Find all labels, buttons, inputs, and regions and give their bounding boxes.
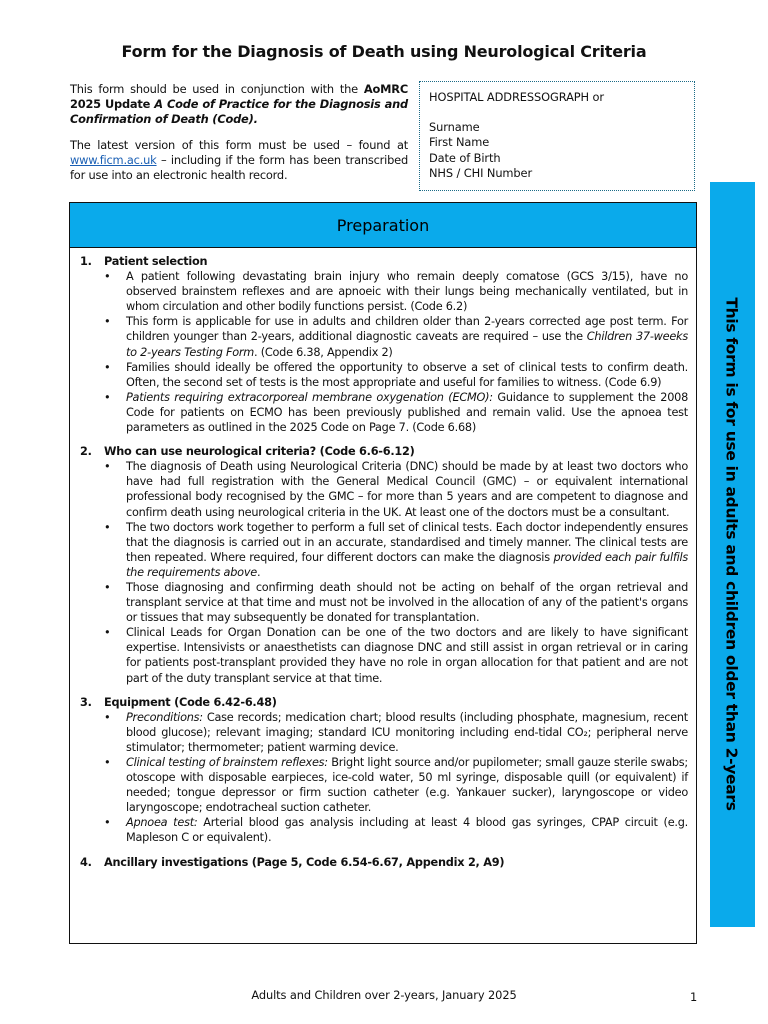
date-of-birth-field: Date of Birth bbox=[429, 150, 501, 165]
list-item: • Patients requiring extracorporeal membrane oxygenation (ECMO): Guidance to supplement the 2008 Code for patients on ECMO has been previously published and remain valid. Use the apnoea test parameters as outlined in the 2025 Code on Page 7. (Code 6.68) bbox=[126, 390, 688, 435]
section-equipment: 3. Equipment (Code 6.42-6.48) • Preconditions: Case records; medication chart; blood results (including phosphate, magnesium, recent blood glucose); relevant imaging; standard ICU monitoring including end-tidal CO₂; peripheral nerve stimulator; thermometer; patient warming device. • Clinical testing of brainstem reflexes: Bright light source and/or pupilometer; small gauze sterile swabs; otoscope with disposable earpieces, ice-cold water, 50 ml syringe, disposable quill (or equivalent) if needed; tongue depressor or firm suction catheter (e.g. Yankauer sucker), laryngoscope or video laryngoscope; endotracheal suction catheter. • Apnoea test: Arterial blood gas analysis including at least 4 blood gas syringes, CPAP circuit (e.g. Mapleson C or equivalent). bbox=[80, 695, 688, 846]
section-who-can-use: 2. Who can use neurological criteria? (Code 6.6-6.12) • The diagnosis of Death using Neurological Criteria (DNC) should be made by at least two doctors who have had full registration with the General Medical Council (GMC) – or equivalent international professional body recognised by the GMC – for more than 5 years and are competent to diagnose and confirm death using neurological criteria in the UK. At least one of the doctors must be a consultant. • The two doctors work together to perform a full set of clinical tests. Each doctor independently ensures that the diagnosis is carried out in an accurate, standardised and timely manner. The clinical tests are then repeated. Where required, four different doctors can make the diagnosis provided each pair fulfils the requirements above. • Those diagnosing and confirming death should not be acting on behalf of the organ retrieval and transplant service at that time and must not be involved in the allocation of any of the patient's organs or tissues that may subsequently be donated for transplantation. • Clinical Leads for Organ Donation can be one of the two doctors and are likely to have significant expertise. Intensivists or anaesthetists can diagnose DNC and still assist in organ retrieval or in caring for patients post-transplant provided they have no role in organ allocation for that patient and are not part of the duty transplant service at that time. bbox=[80, 444, 688, 686]
section-ancillary-investigations: 4. Ancillary investigations (Page 5, Code 6.54-6.67, Appendix 2, A9) bbox=[80, 855, 505, 869]
preparation-panel bbox=[69, 202, 697, 944]
surname-field: Surname bbox=[429, 119, 480, 134]
section-patient-selection: 1. Patient selection • A patient following devastating brain injury who remain deeply comatose (GCS 3/15), have no observed brainstem reflexes and are apnoeic with their lungs being mechanically ventilated, but in whom circulation and other bodily functions persist. (Code 6.2) • This form is applicable for use in adults and children older than 2-years corrected age post term. For children younger than 2-years, additional diagnostic caveats are required – use the Children 37-weeks to 2-years Testing Form. (Code 6.38, Appendix 2) • Families should ideally be offered the opportunity to observe a set of clinical tests to confirm death. Often, the second set of tests is the most appropriate and useful for families to witness. (Code 6.9) • Patients requiring extracorporeal membrane oxygenation (ECMO): Guidance to supplement the 2008 Code for patients on ECMO has been previously published and remain valid. Use the apnoea test parameters as outlined in the 2025 Code on Page 7. (Code 6.68) bbox=[80, 254, 688, 435]
page-title: Form for the Diagnosis of Death using Neurological Criteria bbox=[121, 42, 647, 61]
list-item: • The diagnosis of Death using Neurological Criteria (DNC) should be made by at least two doctors who have had full registration with the General Medical Council (GMC) – or equivalent international professional body recognised by the GMC – for more than 5 years and are competent to diagnose and confirm death using neurological criteria in the UK. At least one of the doctors must be a consultant. bbox=[126, 459, 688, 519]
list-item: • Preconditions: Case records; medication chart; blood results (including phosphate, magnesium, recent blood glucose); relevant imaging; standard ICU monitoring including end-tidal CO₂; peripheral nerve stimulator; thermometer; patient warming device. bbox=[126, 710, 688, 755]
addressograph-header: HOSPITAL ADDRESSOGRAPH or bbox=[429, 90, 604, 104]
list-item: • A patient following devastating brain injury who remain deeply comatose (GCS 3/15), have no observed brainstem reflexes and are apnoeic with their lungs being mechanically ventilated, but in whom circulation and other bodily functions persist. (Code 6.2) bbox=[126, 269, 688, 314]
panel-title: Preparation bbox=[70, 203, 696, 248]
list-item: • The two doctors work together to perform a full set of clinical tests. Each doctor independently ensures that the diagnosis is carried out in an accurate, standardised and timely manner. The clinical tests are then repeated. Where required, four different doctors can make the diagnosis provided each pair fulfils the requirements above. bbox=[126, 520, 688, 580]
section-title: Who can use neurological criteria? (Code 6.6-6.12) bbox=[104, 445, 415, 459]
list-item: • This form is applicable for use in adults and children older than 2-years corrected age post term. For children younger than 2-years, additional diagnostic caveats are required – use the Children 37-weeks to 2-years Testing Form. (Code 6.38, Appendix 2) bbox=[126, 314, 688, 359]
ficm-link[interactable]: www.ficm.ac.uk bbox=[70, 153, 157, 167]
intro-paragraph-2: The latest version of this form must be used – found at www.ficm.ac.uk – including if the form has been transcribed for use into an electronic health record. bbox=[70, 138, 408, 182]
intro-text bbox=[70, 82, 408, 194]
section-title: Patient selection bbox=[104, 255, 208, 268]
list-item: • Those diagnosing and confirming death should not be acting on behalf of the organ retrieval and transplant service at that time and must not be involved in the allocation of any of the patient's organs or tissues that may subsequently be donated for transplantation. bbox=[126, 580, 688, 625]
page-number: 1 bbox=[690, 990, 698, 1004]
addressograph-box[interactable] bbox=[419, 81, 695, 191]
list-item: • Clinical Leads for Organ Donation can be one of the two doctors and are likely to have significant expertise. Intensivists or anaesthetists can diagnose DNC and still assist in organ retrieval or in caring for patients post-transplant provided they have no role in organ allocation for that patient and are not part of the duty transplant service at that time. bbox=[126, 625, 688, 685]
footer-text: Adults and Children over 2-years, January 2025 bbox=[251, 988, 517, 1002]
intro-paragraph-1: This form should be used in conjunction with the AoMRC 2025 Update A Code of Practice for the Diagnosis and Confirmation of Death (Code). bbox=[70, 82, 408, 126]
list-item: • Clinical testing of brainstem reflexes: Bright light source and/or pupilometer; small gauze sterile swabs; otoscope with disposable earpieces, ice-cold water, 50 ml syringe, disposable quill (or equivalent) if needed; tongue depressor or firm suction catheter (e.g. Yankauer sucker), laryngoscope or video laryngoscope; endotracheal suction catheter. bbox=[126, 755, 688, 815]
section-title: Ancillary investigations (Page 5, Code 6.54-6.67, Appendix 2, A9) bbox=[104, 855, 505, 869]
section-title: Equipment (Code 6.42-6.48) bbox=[104, 695, 277, 709]
nhs-chi-number-field: NHS / CHI Number bbox=[429, 166, 533, 180]
side-banner-text: This form is for use in adults and children older than 2-years bbox=[723, 297, 741, 811]
first-name-field: First Name bbox=[429, 135, 490, 149]
list-item: • Apnoea test: Arterial blood gas analysis including at least 4 blood gas syringes, CPAP circuit (e.g. Mapleson C or equivalent). bbox=[126, 815, 688, 845]
list-item: • Families should ideally be offered the opportunity to observe a set of clinical tests to confirm death. Often, the second set of tests is the most appropriate and useful for families to witness. (Code 6.9) bbox=[126, 360, 688, 390]
